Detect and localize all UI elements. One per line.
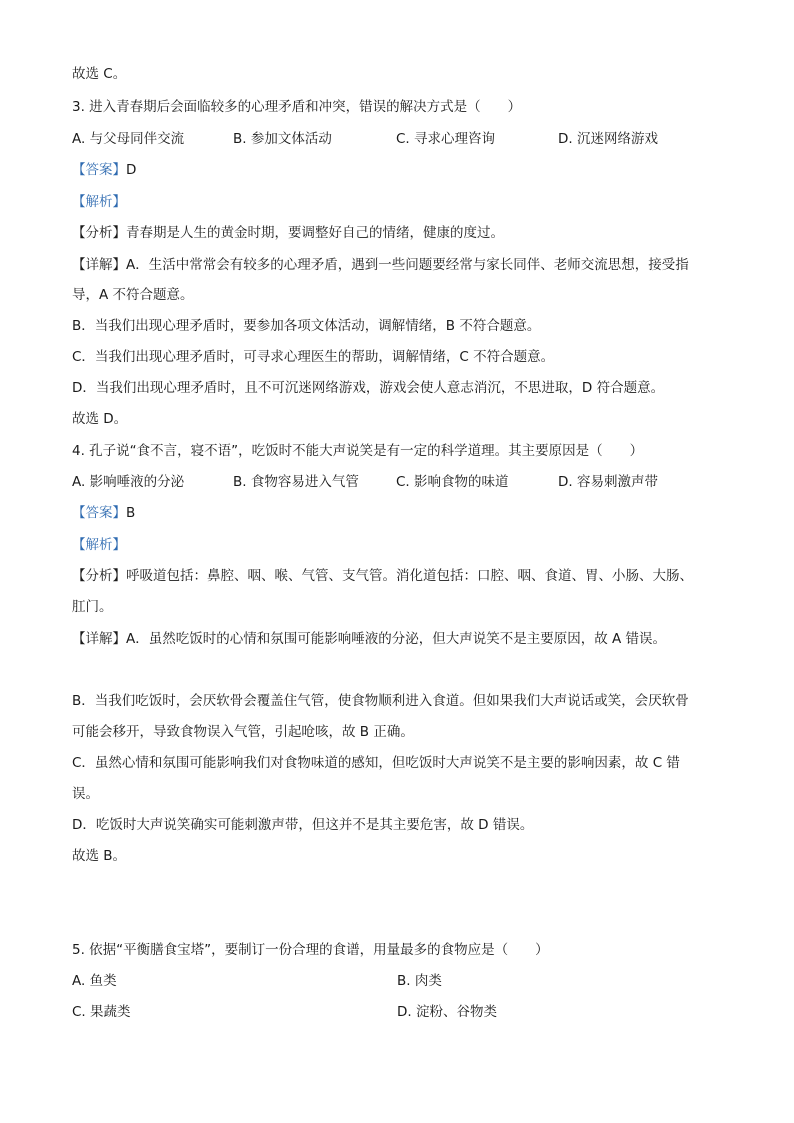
q3-conclusion: 故选 D。	[72, 411, 128, 427]
q3-option-c: C. 寻求心理咨询	[396, 131, 496, 147]
answer-tag: 【答案】	[72, 162, 126, 178]
answer-tag: 【答案】	[72, 505, 126, 521]
q3-explain-d: D．当我们出现心理矛盾时，且不可沉迷网络游戏，游戏会使人意志消沉，不思进取，D 符合题意。	[72, 380, 665, 396]
fenxi-text: 呼吸道包括：鼻腔、咽、喉、气管、支气管。消化道包括：口腔、咽、食道、胃、小肠、大肠、	[126, 568, 693, 584]
q3-option-b: B. 参加文体活动	[233, 131, 332, 147]
q4-analysis-tag: 【解析】	[72, 537, 126, 553]
q5-stem: 5. 依据“平衡膳食宝塔”，要制订一份合理的食谱，用量最多的食物应是（ ）	[72, 942, 549, 958]
q4-explain-d: D．吃饭时大声说笑确实可能刺激声带，但这并不是其主要危害，故 D 错误。	[72, 817, 534, 833]
q4-explain-c-line-1: C．虽然心情和氛围可能影响我们对食物味道的感知，但吃饭时大声说笑不是主要的影响因素，故 C 错	[72, 755, 680, 771]
q3-option-a: A. 与父母同伴交流	[72, 131, 185, 147]
q3-xiangjie-line-2: 导，A 不符合题意。	[72, 287, 194, 303]
fenxi-tag: 【分析】	[72, 225, 126, 241]
q4-xiangjie	[72, 629, 666, 649]
q3-analysis-tag: 【解析】	[72, 194, 126, 210]
q4-explain-b-line-2: 可能会移开，导致食物误入气管，引起呛咳，故 B 正确。	[72, 724, 414, 740]
q4-option-b: B. 食物容易进入气管	[233, 474, 359, 490]
fenxi-tag: 【分析】	[72, 568, 126, 584]
q4-option-d: D. 容易刺激声带	[558, 474, 658, 490]
q2-conclusion: 故选 C。	[72, 66, 127, 82]
q3-explain-c: C．当我们出现心理矛盾时，可寻求心理医生的帮助，调解情绪，C 不符合题意。	[72, 349, 555, 365]
q4-answer	[72, 503, 135, 523]
q3-answer	[72, 160, 136, 180]
xiangjie-tag: 【详解】	[72, 257, 126, 273]
q4-stem: 4. 孔子说“食不言，寝不语”，吃饭时不能大声说笑是有一定的科学道理。其主要原因是（ ）	[72, 443, 644, 459]
q4-fenxi-line-1	[72, 566, 693, 586]
answer-value: D	[126, 162, 137, 178]
q3-option-d: D. 沉迷网络游戏	[558, 131, 658, 147]
q5-option-c: C. 果蔬类	[72, 1004, 131, 1020]
q4-explain-c-line-2: 误。	[72, 786, 99, 802]
q4-option-a: A. 影响唾液的分泌	[72, 474, 185, 490]
q4-option-c: C. 影响食物的味道	[396, 474, 509, 490]
q3-fenxi	[72, 223, 504, 243]
xiangjie-tag: 【详解】	[72, 631, 126, 647]
q3-stem: 3. 进入青春期后会面临较多的心理矛盾和冲突，错误的解决方式是（ ）	[72, 99, 522, 115]
q5-option-b: B. 肉类	[397, 973, 442, 989]
q5-option-a: A. 鱼类	[72, 973, 117, 989]
q4-fenxi-line-2: 肛门。	[72, 599, 113, 615]
xiangjie-text: A．生活中常常会有较多的心理矛盾，遇到一些问题要经常与家长同伴、老师交流思想，接受指	[126, 257, 689, 273]
answer-value: B	[126, 505, 136, 521]
fenxi-text: 青春期是人生的黄金时期，要调整好自己的情绪，健康的度过。	[126, 225, 504, 241]
q3-explain-b: B．当我们出现心理矛盾时，要参加各项文体活动，调解情绪，B 不符合题意。	[72, 318, 541, 334]
q3-xiangjie-line-1	[72, 255, 689, 275]
q4-conclusion: 故选 B。	[72, 848, 127, 864]
q4-explain-b-line-1: B．当我们吃饭时，会厌软骨会覆盖住气管，使食物顺利进入食道。但如果我们大声说话或笑，会厌软骨	[72, 693, 689, 709]
q5-option-d: D. 淀粉、谷物类	[397, 1004, 497, 1020]
xiangjie-text: A．虽然吃饭时的心情和氛围可能影响唾液的分泌，但大声说笑不是主要原因，故 A 错误。	[126, 631, 667, 647]
